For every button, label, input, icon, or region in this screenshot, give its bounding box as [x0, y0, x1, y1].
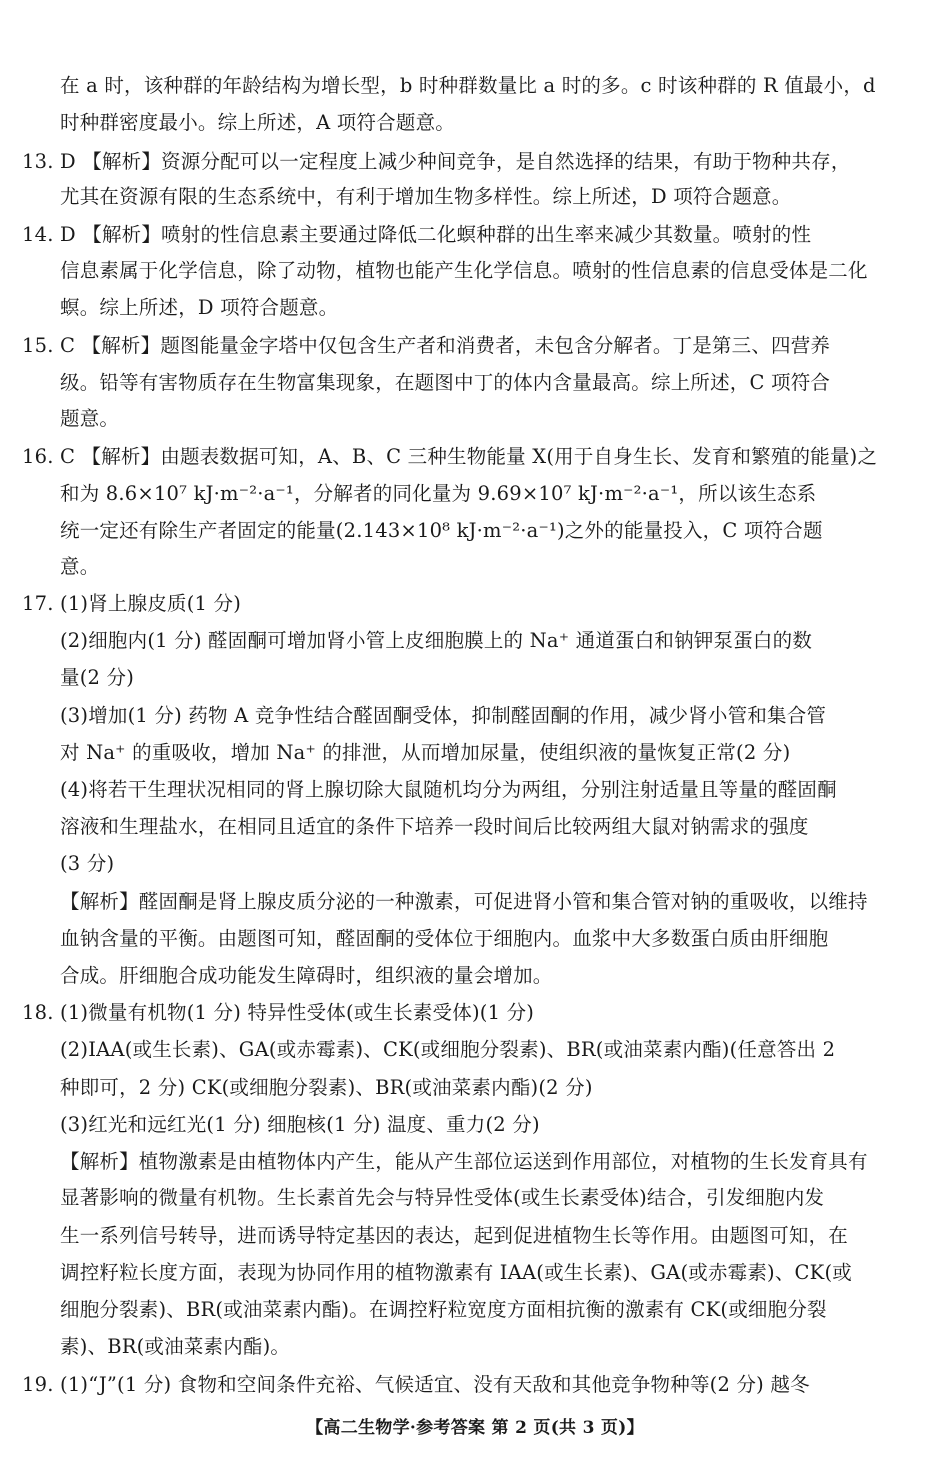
text-line: 对 Na⁺ 的重吸收，增加 Na⁺ 的排泄，从而增加尿量，使组织液的量恢复正常(2 分) — [60, 741, 791, 764]
page-footer: 【高二生物学·参考答案 第 2 页(共 3 页)】 — [306, 1418, 644, 1438]
text-line: (2)IAA(或生长素)、GA(或赤霉素)、CK(或细胞分裂素)、BR(或油菜素内酯)(任意答出 2 — [60, 1038, 836, 1061]
text-line: 螟。综上所述，D 项符合题意。 — [60, 296, 339, 319]
text-line: 显著影响的微量有机物。生长素首先会与特异性受体(或生长素受体)结合，引发细胞内发 — [60, 1186, 825, 1209]
text-line: 16. C 【解析】由题表数据可知，A、B、C 三种生物能量 X(用于自身生长、发育和繁殖的能量)之 — [22, 445, 878, 468]
text-line: 种即可，2 分) CK(或细胞分裂素)、BR(或油菜素内酯)(2 分) — [60, 1076, 593, 1099]
text-line: (3)增加(1 分) 药物 A 竞争性结合醛固酮受体，抑制醛固酮的作用，减少肾小管和集合管 — [60, 704, 827, 727]
text-line: (2)细胞内(1 分) 醛固酮可增加肾小管上皮细胞膜上的 Na⁺ 通道蛋白和钠钾泵蛋白的数 — [60, 629, 813, 652]
text-line: 溶液和生理盐水，在相同且适宜的条件下培养一段时间后比较两组大鼠对钠需求的强度 — [60, 815, 809, 838]
text-line: 量(2 分) — [60, 666, 135, 689]
text-line: 血钠含量的平衡。由题图可知，醛固酮的受体位于细胞内。血浆中大多数蛋白质由肝细胞 — [60, 927, 829, 950]
text-line: 意。 — [60, 555, 100, 578]
text-line: 信息素属于化学信息，除了动物，植物也能产生化学信息。喷射的性信息素的信息受体是二化 — [60, 259, 868, 282]
text-line: 19. (1)“J”(1 分) 食物和空间条件充裕、气候适宜、没有天敌和其他竞争物种等(2 分) 越冬 — [22, 1373, 810, 1396]
text-line: 合成。肝细胞合成功能发生障碍时，组织液的量会增加。 — [60, 964, 553, 987]
text-line: (3 分) — [60, 852, 115, 875]
text-line: 调控籽粒长度方面，表现为协同作用的植物激素有 IAA(或生长素)、GA(或赤霉素)、CK(或 — [60, 1261, 852, 1284]
text-line: 17. (1)肾上腺皮质(1 分) — [22, 592, 242, 615]
text-line: 13. D 【解析】资源分配可以一定程度上减少种间竞争，是自然选择的结果，有助于物种共存， — [22, 150, 851, 173]
text-line: 时种群密度最小。综上所述，A 项符合题意。 — [60, 111, 455, 134]
text-line: 素)、BR(或油菜素内酯)。 — [60, 1335, 291, 1358]
text-line: 尤其在资源有限的生态系统中，有利于增加生物多样性。综上所述，D 项符合题意。 — [60, 185, 792, 208]
text-line: (3)红光和远红光(1 分) 细胞核(1 分) 温度、重力(2 分) — [60, 1113, 540, 1136]
text-line: 15. C 【解析】题图能量金字塔中仅包含生产者和消费者，未包含分解者。丁是第三、四营养 — [22, 334, 831, 357]
text-line: 统一定还有除生产者固定的能量(2.143×10⁸ kJ·m⁻²·a⁻¹)之外的能量投入，C 项符合题 — [60, 519, 823, 542]
text-line: 18. (1)微量有机物(1 分) 特异性受体(或生长素受体)(1 分) — [22, 1001, 535, 1024]
text-line: 生一系列信号转导，进而诱导特定基因的表达，起到促进植物生长等作用。由题图可知，在 — [60, 1224, 849, 1247]
text-line: 在 a 时，该种群的年龄结构为增长型，b 时种群数量比 a 时的多。c 时该种群的 R 值最小，d — [60, 74, 876, 97]
text-line: 级。铅等有害物质存在生物富集现象，在题图中丁的体内含量最高。综上所述，C 项符合 — [60, 371, 831, 394]
text-line: (4)将若干生理状况相同的肾上腺切除大鼠随机均分为两组，分别注射适量且等量的醛固酮 — [60, 778, 837, 801]
text-line: 14. D 【解析】喷射的性信息素主要通过降低二化螟种群的出生率来减少其数量。喷射的性 — [22, 223, 812, 246]
text-line: 【解析】醛固酮是肾上腺皮质分泌的一种激素，可促进肾小管和集合管对钠的重吸收，以维持 — [60, 890, 868, 913]
text-line: 细胞分裂素)、BR(或油菜素内酯)。在调控籽粒宽度方面相抗衡的激素有 CK(或细胞分裂 — [60, 1298, 827, 1321]
text-line: 【解析】植物激素是由植物体内产生，能从产生部位运送到作用部位，对植物的生长发育具有 — [60, 1150, 868, 1173]
text-line: 和为 8.6×10⁷ kJ·m⁻²·a⁻¹，分解者的同化量为 9.69×10⁷ kJ·m⁻²·a⁻¹，所以该生态系 — [60, 482, 817, 505]
text-line: 题意。 — [60, 407, 120, 430]
